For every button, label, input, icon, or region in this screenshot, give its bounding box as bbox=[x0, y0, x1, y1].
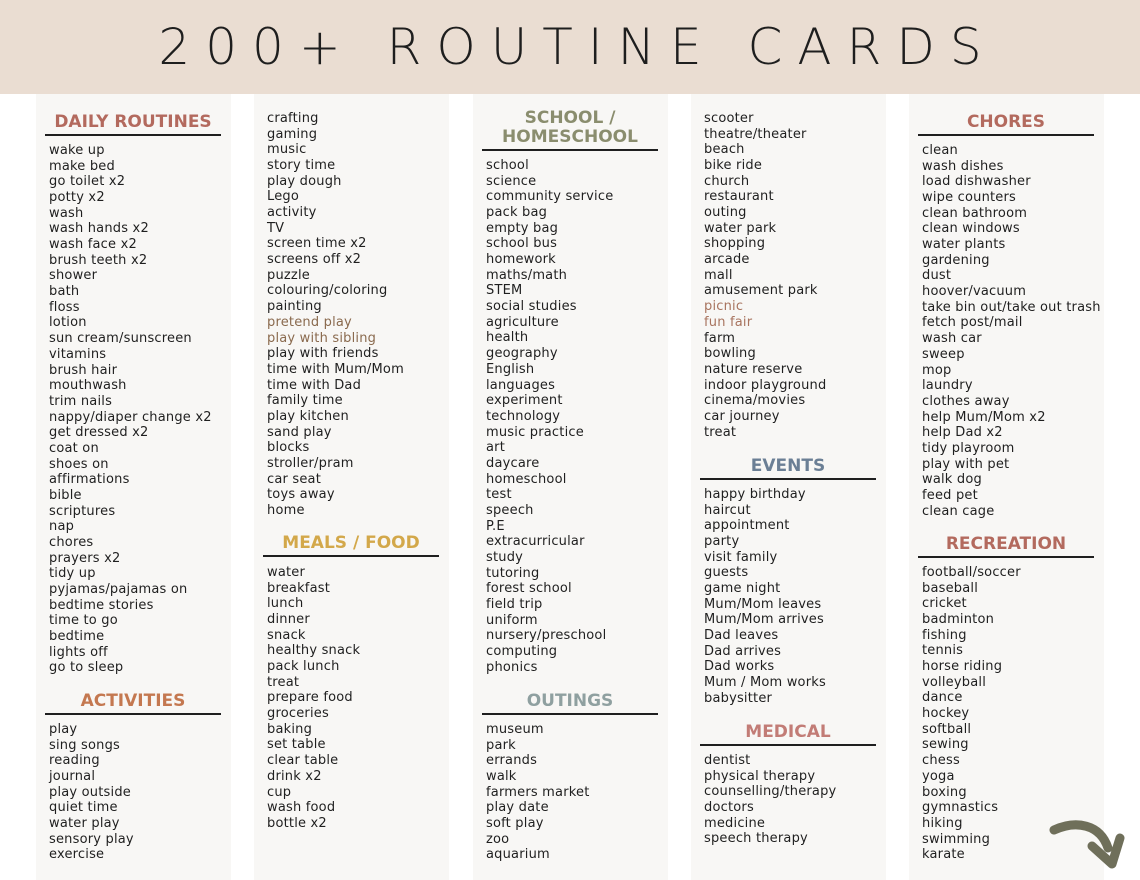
list-item: doctors bbox=[704, 800, 754, 816]
list-item: aquarium bbox=[486, 847, 550, 863]
list-item: clean bathroom bbox=[922, 205, 1028, 221]
list-item: brush hair bbox=[49, 362, 118, 378]
list-item: exercise bbox=[49, 847, 105, 863]
list-item: bedtime bbox=[49, 629, 105, 645]
list-item: home bbox=[267, 503, 305, 518]
list-item: laundry bbox=[922, 378, 973, 394]
list-item: English bbox=[486, 361, 535, 377]
list-item: agriculture bbox=[486, 314, 559, 330]
list-item: fun fair bbox=[704, 314, 753, 330]
list-item: breakfast bbox=[267, 580, 331, 596]
list-item: bedtime stories bbox=[49, 597, 154, 613]
list-item: wake up bbox=[49, 143, 105, 158]
list-item: restaurant bbox=[704, 189, 774, 205]
column-school-outings bbox=[473, 94, 668, 880]
list-item: homeschool bbox=[486, 471, 567, 487]
list-item: go toilet x2 bbox=[49, 174, 126, 190]
list-item: shower bbox=[49, 268, 98, 284]
list-item: P.E bbox=[486, 518, 505, 534]
list-item: healthy snack bbox=[267, 643, 361, 659]
list-item: languages bbox=[486, 377, 556, 393]
list-item: maths/math bbox=[486, 267, 568, 283]
list-item: gardening bbox=[922, 252, 990, 268]
list-item: tennis bbox=[922, 643, 964, 659]
list-item: farmers market bbox=[486, 784, 590, 800]
list-item: nursery/preschool bbox=[486, 628, 607, 644]
list-item: time with Dad bbox=[267, 377, 362, 393]
list-item: lunch bbox=[267, 596, 304, 612]
list-item: sun cream/sunscreen bbox=[49, 331, 192, 347]
list-item: activity bbox=[267, 205, 317, 221]
list-item: treat bbox=[704, 424, 737, 440]
list-item: screens off x2 bbox=[267, 252, 362, 268]
list-item: snack bbox=[267, 627, 306, 643]
list-item: wash dishes bbox=[922, 158, 1004, 174]
heading-school-line1: SCHOOL / bbox=[524, 108, 616, 128]
list-item: cup bbox=[267, 784, 292, 800]
list-item: trim nails bbox=[49, 393, 113, 409]
list-item: volleyball bbox=[922, 674, 987, 690]
list-item: play date bbox=[486, 800, 549, 816]
list-item: drink x2 bbox=[267, 768, 322, 784]
list-item: boxing bbox=[922, 784, 967, 800]
list-item: counselling/therapy bbox=[704, 784, 837, 800]
heading-chores: CHORES bbox=[918, 113, 1094, 136]
list-item: affirmations bbox=[49, 472, 130, 488]
page-title: 200+ ROUTINE CARDS bbox=[158, 18, 997, 76]
list-item: puzzle bbox=[267, 267, 310, 283]
heading-outings: OUTINGS bbox=[482, 692, 658, 715]
list-item: play kitchen bbox=[267, 408, 349, 424]
list-item: colouring/coloring bbox=[267, 283, 388, 299]
list-item: technology bbox=[486, 408, 561, 424]
list-item: wipe counters bbox=[922, 190, 1017, 206]
list-item: floss bbox=[49, 299, 80, 315]
list-item: fetch post/mail bbox=[922, 315, 1023, 331]
list-item: potty x2 bbox=[49, 190, 105, 206]
list-item: brush teeth x2 bbox=[49, 252, 148, 268]
list-item: haircut bbox=[704, 502, 751, 518]
list-item: baking bbox=[267, 721, 313, 737]
list-item: phonics bbox=[486, 659, 538, 675]
list-item: cricket bbox=[922, 596, 967, 612]
list-item: nap bbox=[49, 519, 75, 535]
list-item: zoo bbox=[486, 831, 510, 847]
list-item: babysitter bbox=[704, 690, 773, 706]
list-item: shopping bbox=[704, 236, 766, 252]
heading-school-line2: HOMESCHOOL bbox=[502, 127, 638, 147]
list-item: shoes on bbox=[49, 456, 109, 472]
list-item: party bbox=[704, 534, 740, 550]
list-item: time with Mum/Mom bbox=[267, 361, 404, 377]
list-item: sing songs bbox=[49, 737, 120, 753]
list-item: nappy/diaper change x2 bbox=[49, 409, 212, 425]
arrow-stroke bbox=[1054, 825, 1108, 848]
list-item: reading bbox=[49, 753, 100, 769]
list-item: STEM bbox=[486, 283, 523, 299]
list-item: study bbox=[486, 550, 524, 565]
list-item: journal bbox=[49, 769, 96, 785]
list-item: Dad arrives bbox=[704, 643, 782, 659]
list-item: hockey bbox=[922, 706, 970, 722]
list-item: geography bbox=[486, 346, 558, 362]
heading-activities: ACTIVITIES bbox=[45, 692, 221, 715]
list-item: toys away bbox=[267, 487, 335, 503]
list-item: Mum/Mom arrives bbox=[704, 612, 824, 628]
list-item: pyjamas/pajamas on bbox=[49, 582, 188, 598]
list-item: science bbox=[486, 173, 537, 189]
column-daily-activities bbox=[36, 94, 231, 880]
list-item: church bbox=[704, 173, 750, 189]
list-item: dust bbox=[922, 268, 952, 284]
list-item: dentist bbox=[704, 753, 751, 768]
list-item: speech bbox=[486, 502, 534, 518]
list-item: Dad leaves bbox=[704, 628, 779, 644]
curved-arrow-icon bbox=[1048, 818, 1128, 870]
list-item: cinema/movies bbox=[704, 393, 806, 409]
column-play-meals bbox=[254, 94, 449, 880]
list-item: time to go bbox=[49, 613, 118, 629]
list-item: park bbox=[486, 737, 516, 753]
list-item: school bbox=[486, 158, 529, 173]
list-item: computing bbox=[486, 644, 558, 660]
list-item: bike ride bbox=[704, 158, 763, 174]
list-item: feed pet bbox=[922, 487, 978, 503]
list-item: clean bbox=[922, 143, 958, 158]
list-item: happy birthday bbox=[704, 487, 806, 502]
list-item: treat bbox=[267, 674, 300, 690]
list-item: arcade bbox=[704, 252, 750, 268]
list-item: wash hands x2 bbox=[49, 221, 149, 237]
list-item: water play bbox=[49, 816, 120, 832]
list-item: water plants bbox=[922, 237, 1006, 253]
list-item: museum bbox=[486, 722, 544, 737]
list-item: appointment bbox=[704, 518, 790, 534]
list-item: hoover/vacuum bbox=[922, 284, 1027, 300]
list-item: badminton bbox=[922, 612, 995, 628]
list-item: stroller/pram bbox=[267, 455, 354, 471]
list-item: picnic bbox=[704, 299, 744, 315]
list-item: bible bbox=[49, 487, 82, 503]
list-item: tidy up bbox=[49, 566, 96, 582]
list-item: amusement park bbox=[704, 283, 818, 299]
list-item: wash food bbox=[267, 800, 336, 816]
list-item: medicine bbox=[704, 815, 766, 831]
list-item: softball bbox=[922, 721, 972, 737]
list-item: wash face x2 bbox=[49, 237, 137, 253]
list-item: theatre/theater bbox=[704, 126, 807, 142]
list-item: scriptures bbox=[49, 503, 116, 519]
list-item: chess bbox=[922, 753, 960, 769]
list-item: pack lunch bbox=[267, 659, 340, 675]
list-item: gymnastics bbox=[922, 800, 999, 816]
list-item: story time bbox=[267, 158, 336, 174]
list-item: make bed bbox=[49, 158, 115, 174]
list-item: walk bbox=[486, 769, 517, 785]
list-item: health bbox=[486, 330, 529, 346]
list-item: beach bbox=[704, 142, 745, 158]
list-item: coat on bbox=[49, 440, 99, 456]
list-item: quiet time bbox=[49, 800, 118, 816]
list-item: farm bbox=[704, 330, 736, 346]
list-item: indoor playground bbox=[704, 377, 827, 393]
heading-recreation: RECREATION bbox=[918, 535, 1094, 558]
list-item: car seat bbox=[267, 471, 322, 487]
list-item: nature reserve bbox=[704, 361, 803, 377]
list-item: crafting bbox=[267, 111, 319, 126]
list-item: visit family bbox=[704, 549, 778, 565]
list-item: bottle x2 bbox=[267, 815, 327, 831]
list-item: go to sleep bbox=[49, 660, 124, 676]
list-item: tutoring bbox=[486, 565, 540, 581]
list-item: physical therapy bbox=[704, 768, 816, 784]
list-item: art bbox=[486, 440, 506, 456]
list-item: Mum/Mom leaves bbox=[704, 596, 822, 612]
list-item: prepare food bbox=[267, 690, 353, 706]
list-item: set table bbox=[267, 737, 326, 753]
list-item: play with sibling bbox=[267, 330, 377, 346]
heading-meals-food: MEALS / FOOD bbox=[263, 534, 439, 557]
list-item: help Dad x2 bbox=[922, 425, 1003, 441]
list-item: baseball bbox=[922, 580, 979, 596]
list-item: family time bbox=[267, 393, 343, 409]
list-item: help Mum/Mom x2 bbox=[922, 409, 1046, 425]
list-item: sensory play bbox=[49, 831, 134, 847]
list-item: game night bbox=[704, 581, 781, 597]
list-item: sewing bbox=[922, 737, 969, 753]
list-item: karate bbox=[922, 847, 965, 863]
list-item: school bus bbox=[486, 236, 558, 252]
list-item: play outside bbox=[49, 784, 131, 800]
list-item: chores bbox=[49, 535, 94, 550]
list-item: extracurricular bbox=[486, 534, 585, 550]
heading-events: EVENTS bbox=[700, 457, 876, 480]
list-item: experiment bbox=[486, 393, 563, 409]
list-item: vitamins bbox=[49, 346, 107, 362]
list-item: TV bbox=[267, 220, 285, 236]
list-item: hiking bbox=[922, 815, 963, 831]
list-item: water bbox=[267, 565, 306, 580]
list-item: walk dog bbox=[922, 472, 982, 488]
list-item: water park bbox=[704, 220, 777, 236]
list-item: test bbox=[486, 487, 512, 503]
list-item: dance bbox=[922, 690, 963, 706]
list-item: take bin out/take out trash bbox=[922, 299, 1101, 315]
list-item: dinner bbox=[267, 612, 310, 628]
list-item: mouthwash bbox=[49, 378, 127, 394]
list-item: football/soccer bbox=[922, 565, 1021, 580]
list-item: lights off bbox=[49, 644, 108, 660]
list-item: groceries bbox=[267, 706, 329, 722]
list-item: blocks bbox=[267, 440, 310, 456]
list-item: homework bbox=[486, 252, 556, 268]
list-item: errands bbox=[486, 753, 538, 769]
list-item: wash car bbox=[922, 331, 982, 347]
list-item: empty bag bbox=[486, 220, 559, 236]
list-item: yoga bbox=[922, 768, 955, 784]
list-item: mall bbox=[704, 267, 733, 283]
list-item: pretend play bbox=[267, 314, 352, 330]
list-item: clean windows bbox=[922, 221, 1020, 237]
list-item: wash bbox=[49, 205, 84, 221]
title-banner bbox=[0, 0, 1140, 94]
list-item: play bbox=[49, 722, 78, 737]
list-item: load dishwasher bbox=[922, 174, 1031, 190]
column-chores-recreation bbox=[909, 94, 1104, 880]
list-item: screen time x2 bbox=[267, 236, 367, 252]
list-item: clothes away bbox=[922, 393, 1010, 409]
list-item: painting bbox=[267, 299, 322, 315]
column-outings-events-medical bbox=[691, 94, 886, 880]
list-item: forest school bbox=[486, 581, 572, 597]
list-item: outing bbox=[704, 205, 747, 221]
list-item: get dressed x2 bbox=[49, 425, 149, 441]
list-item: play dough bbox=[267, 173, 342, 189]
list-item: clean cage bbox=[922, 503, 995, 519]
list-item: community service bbox=[486, 189, 614, 205]
list-item: uniform bbox=[486, 612, 538, 628]
list-item: bowling bbox=[704, 346, 756, 362]
list-item: Dad works bbox=[704, 659, 775, 675]
list-item: music bbox=[267, 142, 307, 158]
list-item: horse riding bbox=[922, 659, 1003, 675]
list-item: social studies bbox=[486, 299, 577, 315]
list-item: fishing bbox=[922, 627, 967, 643]
heading-daily-routines: DAILY ROUTINES bbox=[45, 113, 221, 136]
list-item: field trip bbox=[486, 597, 543, 613]
list-item: Mum / Mom works bbox=[704, 675, 826, 691]
list-item: play with pet bbox=[922, 456, 1010, 472]
list-item: daycare bbox=[486, 455, 540, 471]
list-item: bath bbox=[49, 284, 80, 300]
heading-school-homeschool bbox=[482, 109, 658, 151]
list-item: car journey bbox=[704, 408, 780, 424]
list-item: mop bbox=[922, 362, 952, 378]
list-item: clear table bbox=[267, 753, 339, 769]
list-item: guests bbox=[704, 565, 749, 581]
list-item: swimming bbox=[922, 831, 991, 847]
list-item: gaming bbox=[267, 126, 318, 142]
list-item: pack bag bbox=[486, 205, 548, 221]
list-item: sand play bbox=[267, 424, 332, 440]
list-item: sweep bbox=[922, 346, 965, 362]
heading-medical: MEDICAL bbox=[700, 723, 876, 746]
list-item: scooter bbox=[704, 111, 754, 126]
list-item: play with friends bbox=[267, 346, 379, 362]
list-item: soft play bbox=[486, 816, 544, 832]
list-item: lotion bbox=[49, 315, 87, 331]
list-item: music practice bbox=[486, 424, 584, 440]
list-item: Lego bbox=[267, 189, 300, 205]
list-item: tidy playroom bbox=[922, 440, 1015, 456]
list-item: prayers x2 bbox=[49, 550, 121, 566]
list-item: speech therapy bbox=[704, 831, 808, 847]
